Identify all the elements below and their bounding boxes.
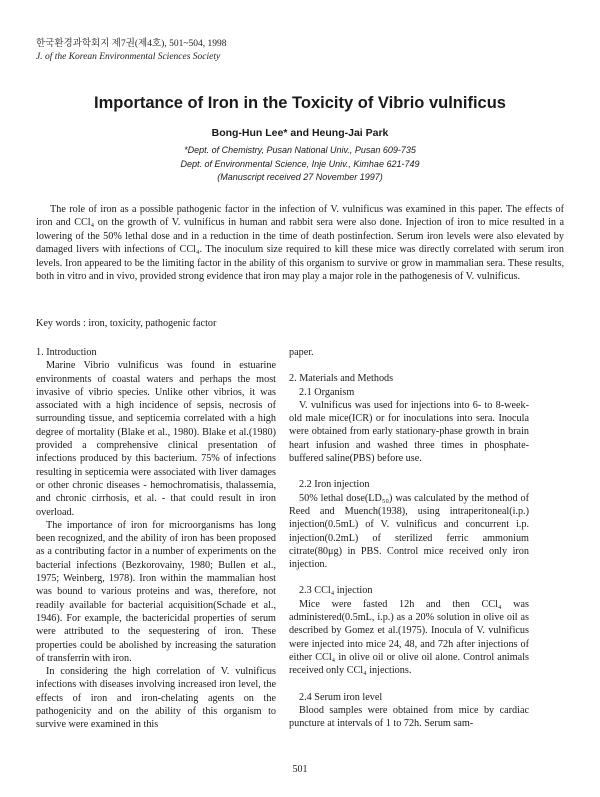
paragraph: In considering the high correlation of V. vulnificus infections with diseases involving increased iron level, the effects of iron and iron-chelating agents on the pathogenicity and on the ability of this organism to survive were examined in this [36,666,276,731]
affiliation-2: Dept. of Environmental Science, Inje Univ., Kimhae 621-749 [180,158,420,169]
abstract: The role of iron as a possible pathogenic factor in the infection of V. vulnificus was examined in this paper. The effects of iron and CCl₄ on the growth of V. vulnificus in human and rabbit sera were also done. Injection of iron to mice resulted in a lowering of the 50% lethal dose and in a reduction in the time of death postinfection. Serum iron levels were also elevated by damaged livers with infections of CCl₄. The inoculum size required to kill these mice was directly correlated with serum iron levels. Iron appeared to be the limiting factor in the ability of this organism to survive or grow in mammalian sera. These results, both in vitro and in vivo, provided strong evidence that iron may play a major role in the pathogenesis of V. vulnificus. [36,204,564,283]
subsection-heading-organism: 2.1 Organism [299,386,355,398]
subsection-heading-ccl4-injection: 2.3 CCl₄ injection [299,585,373,597]
left-column [36,346,276,732]
affiliation-1: *Dept. of Chemistry, Pusan National Univ., Pusan 609-735 [184,145,416,155]
right-column [289,346,529,730]
journal-header [36,38,226,64]
manuscript-received: (Manuscript received 27 November 1997) [217,172,383,182]
subsection-heading-iron-injection: 2.2 Iron injection [299,479,370,491]
paragraph: Blood samples were obtained from mice by cardiac puncture at intervals of 1 to 72h. Serum sam- [289,704,529,730]
journal-citation: 한국환경과학회지 제7권(제4호), 501~504, 1998 [36,39,227,49]
paragraph: The importance of iron for microorganisms has long been recognized, and the ability of iron has been proposed as a contributing factor in a number of experiments on the bacterial infections (Bezkorovainy, 1980; Bullen et al., 1975; Weinberg, 1978). Iron within the mammalian host was bound to various proteins and was, therefore, not readily available for bacterial acquisition(Schade et al., 1946). For example, the bactericidal properties of serum were attributed to the sequestering of iron. These properties could be abolished by increasing the saturation of transferrin with iron. [36,519,276,664]
section-heading-introduction: 1. Introduction [36,347,97,358]
section-heading-methods: 2. Materials and Methods [289,373,394,385]
paragraph: 50% lethal dose(LD₅₀) was calculated by the method of Reed and Muench(1938), using intraperitoneal(i.p.) injection(0.5mL) of V. vulnificus and concurrent i.p. injection(0.2mL) of sterilized ferric ammonium citrate(80μg) in PBS. Control mice received only iron injection. [289,492,529,571]
paragraph: V. vulnificus was used for injections into 6- to 8-week-old male mice(ICR) or for inoculations into sera. Inocula were obtained from early stationary-phase growth in brain heart infusion and washed three times in phosphate-buffered saline(PBS) before use. [289,399,529,465]
paragraph: Marine Vibrio vulnificus was found in estuarine environments of coastal waters and perhaps the most invasive of vibrio species. Unlike other vibrios, it was associated with a high incidence of sepsis, necrosis of surrounding tissue, and septicemia correlated with a high degree of mortality (Blake et al., 1980). Blake et al.(1980) provided a comprehensive clinical presentation of infections produced by this bacterium. 75% of infections resulting in septicemia were associated with liver damages or other chronic diseases - hemochromatisis, thalassemia, and chronic cirrhosis, et al. - that could result in iron overload. [36,360,276,518]
paper-authors: Bong-Hun Lee* and Heung-Jai Park [211,127,389,139]
paragraph-continuation: paper. [289,347,314,358]
keywords: Key words : iron, toxicity, pathogenic factor [36,318,217,329]
paper-title: Importance of Iron in the Toxicity of Vibrio vulnificus [94,94,506,112]
journal-name: J. of the Korean Environmental Sciences Society [36,52,221,62]
paragraph: Mice were fasted 12h and then CCl₄ was administered(0.5mL, i.p.) as a 20% solution in olive oil as described by Gomez et al.(1975). Inocula of V. vulnificus were injected into mice 24, 48, and 72h after injections of either CCl₄ in olive oil or olive oil alone. Control animals received only CCl₄ injections. [289,598,529,677]
page-number: 501 [292,764,308,775]
affiliations [0,144,600,185]
subsection-heading-serum-iron: 2.4 Serum iron level [299,691,383,703]
